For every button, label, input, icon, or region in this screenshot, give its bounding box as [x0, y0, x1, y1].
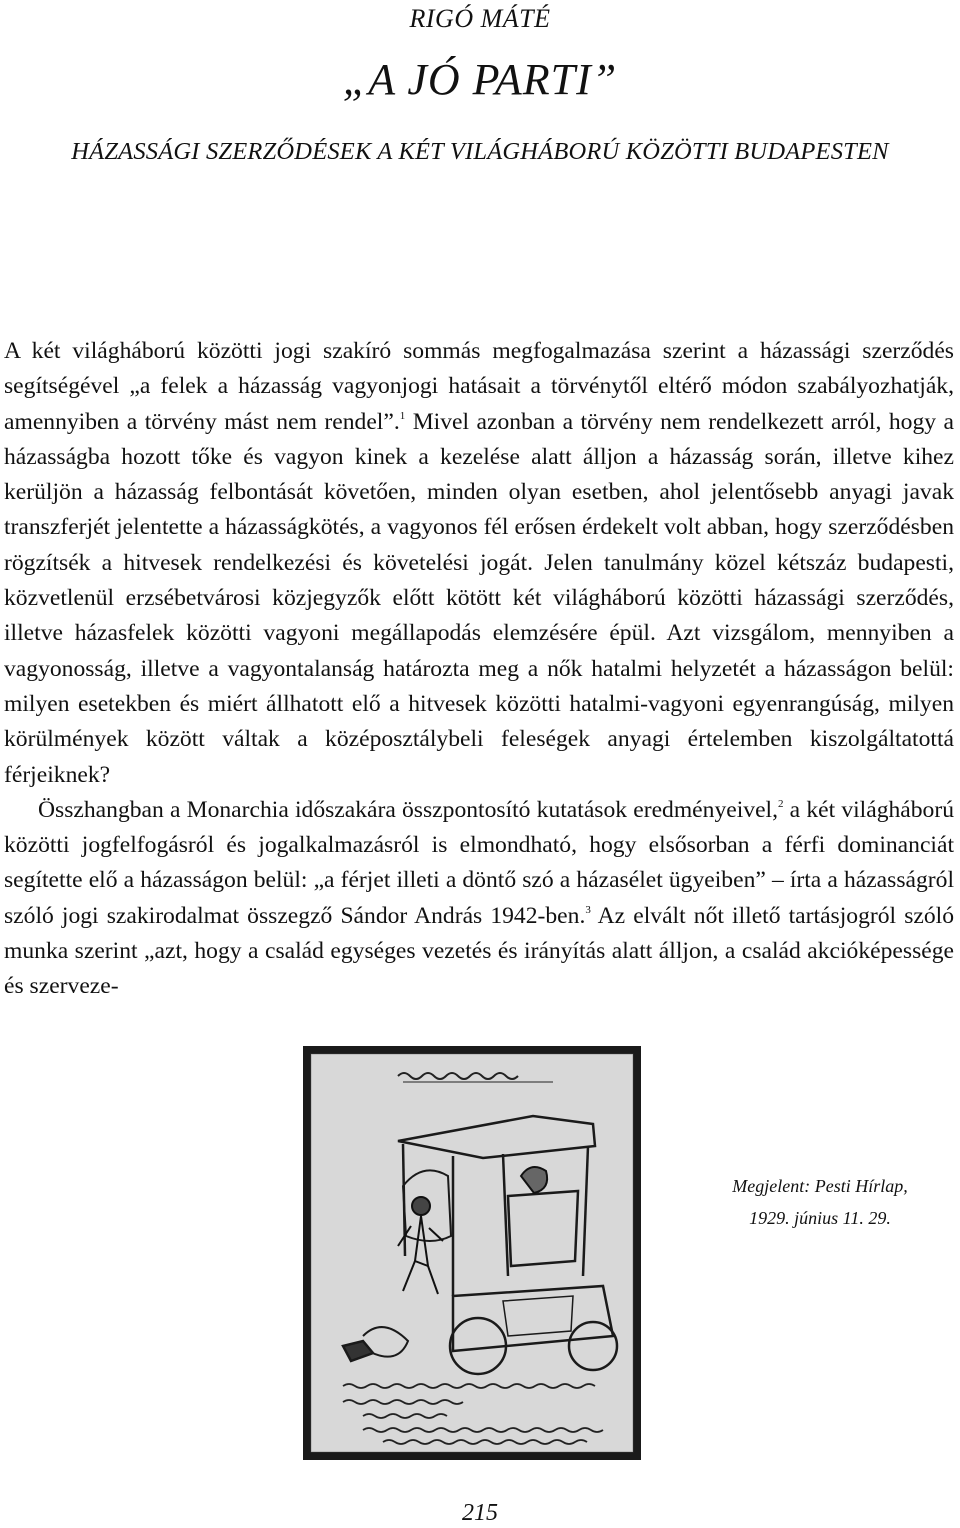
paragraph-1-part-b: Mivel azonban a törvény nem rendelkezett arról, hogy a házasságba hozott tőke és vagyon kinek a kezelése alatt álljon a házasság során, illetve kihez kerüljön a házasság felbontását követően, minden olyan esetben, ahol jelentősebb anyagi javak transzferjét jelentette a házasságkötés, a vagyonos fél erősen érdekelt volt abban, hogy szerződésben rögzítsék a hitvesek rendelkezési és követelési jogát. Jelen tanulmány közel kétszáz budapesti, közvetlenül erzsébetvárosi közjegyzők előtt kötött két világháború közötti házassági szerződés, illetve házasfelek közötti vagyoni megállapodás elemzésére épül. Azt vizsgálom, mennyiben a vagyonosság, illetve a vagyontalanság határozta meg a nők hatalmi helyzetét a házasságon belül: milyen esetekben és miért állhatott elő a hitvesek közötti hatalmi-vagyoni egyenrangúság, milyen körülmények között váltak a középosztálybeli feleségek anyagi értelemben kiszolgáltatottá férjeiknek?: [4, 408, 954, 788]
paragraph-2: [4, 793, 954, 1005]
footnote-ref-2[interactable]: 2: [778, 797, 784, 810]
cartoon-illustration: [303, 1046, 641, 1460]
article-subtitle: HÁZASSÁGI SZERZŐDÉSEK A KÉT VILÁGHÁBORÚ KÖZÖTTI BUDAPESTEN: [71, 138, 889, 165]
paragraph-2-part-a: Összhangban a Monarchia időszakára összpontosító kutatások eredményeivel,: [38, 796, 779, 823]
paragraph-2-part-c: Az elvált nőt illető tartásjogról szóló munka szerint „azt, hogy a család egységes vezetés és irányítás alatt álljon, a család akcióképessége és szerveze-: [4, 902, 954, 1000]
article-title: „A JÓ PARTI”: [342, 55, 618, 104]
cartoon-drawing: [303, 1046, 641, 1460]
figure-caption: [700, 1170, 940, 1234]
article-body: [4, 334, 954, 1005]
paragraph-1-part-a: A két világháború közötti jogi szakíró sommás megfogalmazása szerint a házassági szerződés segítségével „a felek a házasság vagyonjogi hatásait a törvénytől eltérő módon szabályozhatják, amennyiben a törvény mást nem rendel”.: [4, 338, 954, 435]
footnote-ref-3[interactable]: 3: [585, 903, 591, 916]
caption-line-2: 1929. június 11. 29.: [749, 1208, 891, 1228]
paragraph-2-part-b: a két világháború közötti jogfelfogásról és jogalkalmazásról is elmondható, hogy elsősorban a férfi dominanciát segítette elő a házasságon belül: „a férjet illeti a döntő szó a házasélet ügyeiben” – írta a házasságról szóló jogi szakirodalmat összegző Sándor András 1942-ben.: [4, 796, 955, 929]
page-number: 215: [462, 1500, 498, 1526]
author-name: RIGÓ MÁTÉ: [409, 4, 551, 33]
paragraph-1: [4, 334, 954, 793]
footnote-ref-1[interactable]: 1: [399, 409, 406, 422]
caption-line-1: Megjelent: Pesti Hírlap,: [732, 1176, 908, 1196]
